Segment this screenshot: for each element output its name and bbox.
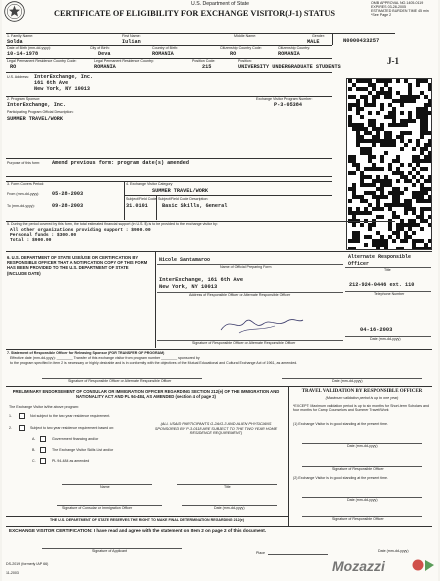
endorsement-intro: The Exchange Visitor is/the above program: (9, 405, 79, 409)
option-letter: C. (32, 459, 36, 463)
us-address-line: New York, NY 10013 (34, 86, 91, 92)
citizen-code-value: RO (230, 51, 237, 57)
consular-date-label: Date (mm-dd-yyyy) (214, 506, 245, 510)
skills-list-checkbox[interactable] (40, 447, 46, 453)
document-page (2, 0, 438, 581)
travel-sig-label-2: Signature of Responsible Officer (332, 517, 384, 521)
omb-line: EXPIRES 03-28-2005 (371, 5, 406, 9)
position-value: UNIVERSITY UNDERGRADUATE STUDENTS (238, 64, 341, 70)
gov-financing-label: Government financing and/or (52, 437, 99, 441)
omb-line: OMB APPROVAL NO.1405-0119 (371, 1, 424, 5)
dos-use-heading: 6. U.S. DEPARTMENT OF STATE USE/USE OR CERTIFICATION BY RESPONSIBLE OFFICER THAT A NOTIFICATION COPY OF THIS FORM HAS BEEN PROVIDED TO THE U.S. DEPARTMENT OF STATE (INCLUDE DATE) (7, 255, 148, 276)
sponsor-value: InterExchange, Inc. (7, 102, 67, 108)
funding-line: Personal funds : $300.00 (10, 233, 77, 238)
res-code-label: Legal Permanent Residence Country Code: (7, 59, 77, 63)
option-letter: A. (32, 437, 36, 441)
omb-block (371, 1, 437, 17)
pl94-label: PL 94-484 as amended (52, 459, 90, 463)
travel-validation-sub: (Maximum validation period is up to one year) (325, 396, 399, 400)
subject-checkbox[interactable] (19, 425, 25, 431)
officer-sig-label: Signature of Responsible Officer or Alternate Responsible Officer (192, 341, 296, 345)
page-title: CERTIFICATE OF ELIGIBILITY FOR EXCHANGE VISITOR(J-1) STATUS (54, 9, 335, 18)
address-label: Address of Responsible Officer or Alternate Responsible Officer (189, 293, 291, 297)
country-birth-label: Country of Birth: (152, 46, 178, 50)
gender-value: MALE (307, 39, 320, 45)
category-value: SUMMER TRAVEL/WORK (152, 188, 209, 194)
funding-line: Total : $900.00 (10, 238, 52, 243)
period-label: 3. Form Covers Period: (7, 182, 45, 186)
officer-name-label: Name (100, 485, 110, 489)
not-subject-checkbox[interactable] (19, 413, 25, 419)
transfer-date-label: Date (mm-dd-yyyy) (332, 379, 363, 383)
applicant-date-label: Date (mm-dd-yyyy) (378, 549, 409, 553)
officer-title-label: Title (224, 485, 231, 489)
officer-date-label: Date (mm-dd-yyyy) (370, 337, 401, 341)
position-code-value: 215 (202, 64, 212, 70)
omb-line: ESTIMATED BURDEN TIME 45 min (371, 9, 429, 13)
first-name-value: Iulian (122, 39, 141, 45)
visitor-certification: EXCHANGE VISITOR CERTIFICATION: I have read and agree with the statement on Item 2 on page 2 of this document. (9, 528, 267, 533)
position-code-label: Position Code: (192, 59, 216, 63)
pl94-checkbox[interactable] (40, 458, 46, 464)
travel-item-2: (2) Exchange Visitor is in good standing at the present time. (293, 476, 389, 480)
consular-sig-label: Signature of Consular or Immigration Officer (62, 506, 133, 510)
form-date: 11-2003 (6, 571, 19, 575)
transfer-text: to the program specified in item 2 is necessary or highly desirable and is in conformity with the objectives of the Mutual Educational and Cultural Exchange Act of 1961, as amended. (10, 361, 298, 365)
position-label: Position: (238, 59, 252, 63)
purpose-label: Purpose of this form: (7, 161, 41, 165)
officer-phone: 212-924-0446 ext. 110 (349, 282, 415, 288)
transfer-sig-label: Signature of Responsible Officer or Alternate Responsible Officer (68, 379, 172, 383)
us-address-label: U.S. Address: (7, 75, 29, 79)
res-country-value: ROMANIA (94, 64, 116, 70)
subject-code-label: Subject/Field Code: (126, 197, 158, 201)
first-name-label: First Name: (122, 34, 141, 38)
dept-name: U.S. Department of State (191, 1, 249, 7)
gender-label: Gender: (312, 34, 325, 38)
travel-except: *EXCEPT: Maximum validation period is up to six months for Short-term Scholars and four months for Camp Counselors and Summer Travel/Work (293, 404, 430, 413)
watermark-logo (330, 556, 438, 576)
from-label: From (mm-dd-yyyy): (7, 192, 40, 196)
funding-heading: 5. During the period covered by this form, the total estimated financial support (in U.S. $) is to be provided to the exchange visitor by: (7, 222, 218, 226)
to-label: To (mm-dd-yyyy): (7, 204, 35, 208)
subject-label: Subject to two year residence requirement based on: (30, 426, 115, 430)
transfer-text: Effective date (mm-dd-yyyy): ________ Transfer of this exchange visitor from program number ________ sponsored by (10, 356, 200, 360)
transfer-heading: 7. Statement of Responsible Officer for Releasing Sponsor (FOR TRANSFER OF PROGRAM) (7, 351, 165, 355)
place-label: Place (256, 551, 265, 555)
subject-code-value: 31.0101 (126, 203, 148, 209)
gov-financing-checkbox[interactable] (40, 436, 46, 442)
sponsor-label: 2. Program Sponsor: (7, 97, 41, 101)
travel-validation-heading: TRAVEL VALIDATION BY RESPONSIBLE OFFICER (301, 389, 423, 394)
family-name-label: 1. Family Name: (7, 34, 34, 38)
subject-desc-label: Subject/Field Code Description: (158, 197, 209, 201)
res-country-label: Legal Permanent Residence Country: (94, 59, 154, 63)
middle-name-label: Middle Name: (234, 34, 257, 38)
us-address-line: InterExchange, Inc. (34, 74, 94, 80)
country-birth-value: ROMANIA (152, 51, 174, 57)
purpose-value: Amend previous form: program date(s) amended (52, 160, 189, 166)
citizen-country-value: ROMANIA (278, 51, 300, 57)
category-label: 4. Exchange Visitor Category (126, 182, 173, 186)
barcode (346, 78, 432, 250)
city-birth-label: City of Birth: (90, 46, 110, 50)
svg-text:Mozazzi: Mozazzi (332, 558, 385, 574)
sevis-id: N0000433257 (343, 37, 380, 44)
officer-title: Alternate Responsible Officer (348, 254, 412, 267)
officer-address-line: New York, NY 10013 (159, 284, 218, 290)
omb-line: *See Page 2 (371, 13, 392, 17)
form-code: J-1 (387, 56, 399, 66)
city-birth-value: Deva (98, 51, 111, 57)
us-address-line: 161 6th Ave (34, 80, 69, 86)
option-letter: B. (32, 448, 36, 452)
dob-value: 10-14-1978 (7, 51, 39, 57)
officer-signature (217, 312, 307, 336)
form-number: DS-2019 (formerly IAP 66) (6, 562, 49, 566)
from-value: 05-28-2003 (52, 191, 84, 197)
title-label: Title (384, 268, 391, 272)
applicant-sig-label: Signature of Applicant (92, 549, 127, 553)
citizen-code-label: Citizenship Country Code: (220, 46, 262, 50)
funding-line: All other organizations providing support : $900.00 (10, 228, 151, 233)
option-number: 2. (9, 426, 12, 430)
travel-item-1: (1) Exchange Visitor is in good standing at the present time. (293, 422, 389, 426)
program-no-label: Exchange Visitor Program Number: (256, 97, 313, 101)
skills-list-label: The Exchange Visitor Skills List and/or (52, 448, 114, 452)
official-name-label: Name of Official Preparing Form (220, 265, 272, 269)
travel-date-label-2: Date (mm-dd-yyyy) (347, 498, 378, 502)
dob-label: Date of Birth (mm-dd-yyyy): (7, 46, 51, 50)
reserve-right-text: THE U.S. DEPARTMENT OF STATE RESERVES THE RIGHT TO MAKE FINAL DETERMINATION REGARDING 212(e) (49, 518, 244, 522)
citizen-country-label: Citizenship Country: (278, 46, 311, 50)
to-value: 09-28-2003 (52, 203, 84, 209)
travel-date-label: Date (mm-dd-yyyy) (347, 444, 378, 448)
res-code-value: RO (10, 64, 17, 70)
description-value: SUMMER TRAVEL/WORK (7, 116, 64, 122)
description-label: Participating Program Official Description: (7, 110, 74, 114)
usaid-note: (ALL USAID PARTICIPANTS G-2A/G-3 AND ALIEN PHYSICIANS SPONSORED BY P-3-0118 ARE SUBJECT TO THE TWO YEAR HOME RESIDENCE REQUIREMENT) (154, 422, 278, 436)
option-number: 1. (9, 414, 12, 418)
not-subject-label: Not subject to the two year residence requirement. (30, 414, 111, 418)
officer-date: 04-16-2003 (360, 327, 393, 333)
travel-sig-label: Signature of Responsible Officer (332, 467, 384, 471)
subject-desc-value: Basic Skills, General (162, 203, 228, 209)
officer-address-line: InterExchange, 161 6th Ave (159, 277, 244, 283)
phone-label: Telephone Number (374, 292, 405, 296)
officer-name: Nicole Santamaroo (159, 257, 211, 263)
family-name-value: Solda (7, 39, 23, 45)
endorsement-heading: PRELIMINARY ENDORSEMENT OF CONSULAR OR IMMIGRATION OFFICER REGARDING SECTION 212(e) OF THE IMMIGRATION AND NATIONALITY ACT AND PL 94-484, AS AMENDED (section 4 of page 2) (12, 389, 280, 399)
program-no-value: P-3-05384 (274, 102, 303, 108)
